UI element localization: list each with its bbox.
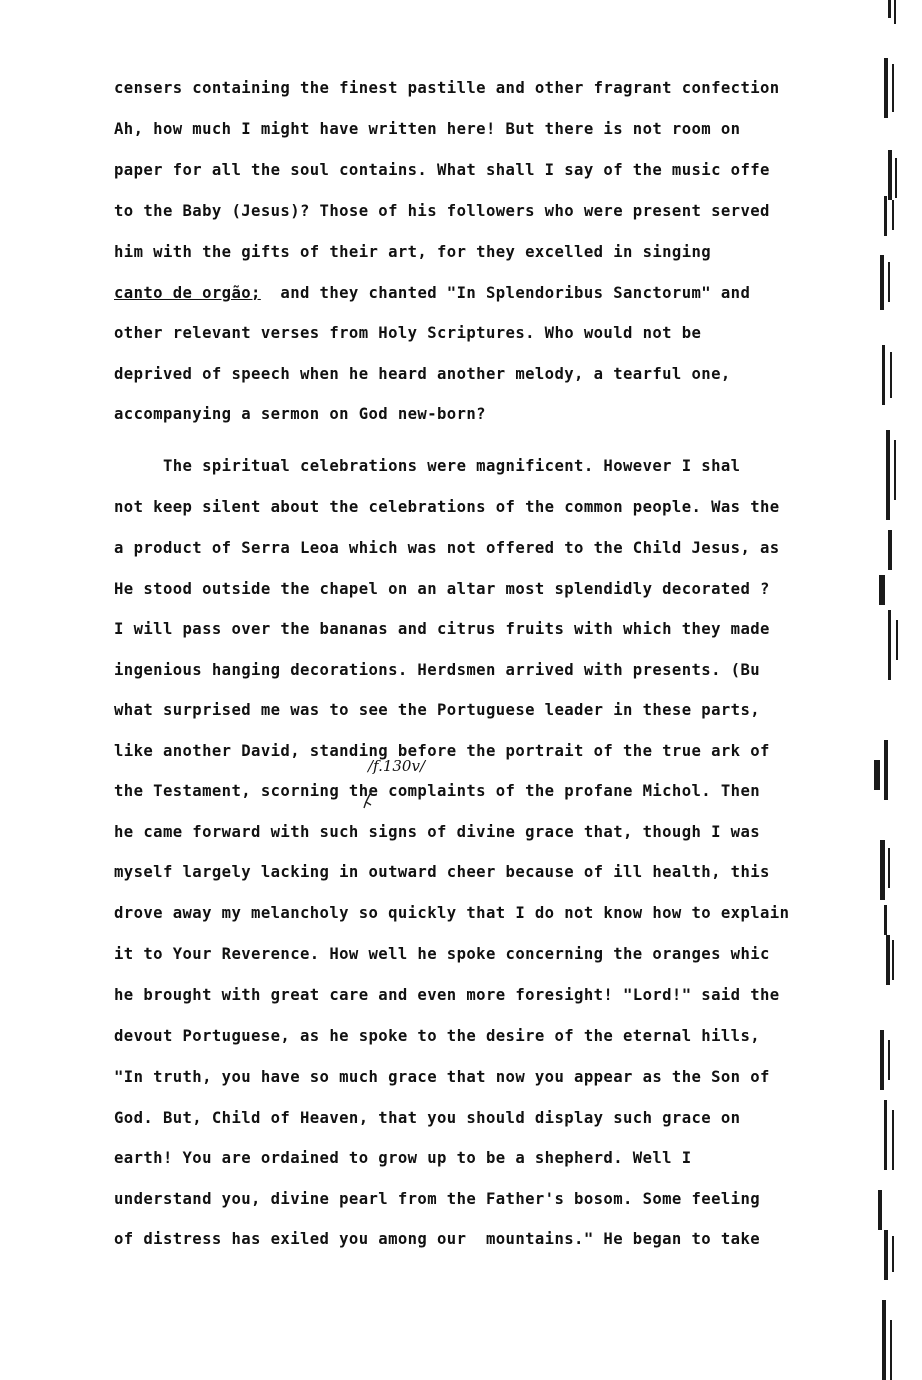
text-line-19: he came forward with such signs of divine grace that, though I was — [114, 823, 761, 841]
text-line-29: of distress has exiled you among our mountains." He began to take — [114, 1230, 761, 1248]
text-line-13: He stood outside the chapel on an altar most splendidly decorated ? — [114, 580, 770, 598]
text-line-15: ingenious hanging decorations. Herdsmen arrived with presents. (Bu — [114, 661, 761, 679]
marginal-folio-note: /f.130v/ — [368, 757, 425, 775]
text-line-28: understand you, divine pearl from the Father's bosom. Some feeling — [114, 1190, 761, 1208]
text-line-23: he brought with great care and even more foresight! "Lord!" said the — [114, 986, 780, 1004]
text-line-21: drove away my melancholy so quickly that I do not know how to explain — [114, 904, 790, 922]
text-line-22: it to Your Reverence. How well he spoke concerning the oranges whic — [114, 945, 770, 963]
insertion-caret-mark — [362, 790, 376, 810]
text-line-6-rest: and they chanted "In Splendoribus Sanctorum" and — [280, 284, 751, 302]
text-line-25: "In truth, you have so much grace that now you appear as the Son of — [114, 1068, 770, 1086]
text-line-2: Ah, how much I might have written here! But there is not room on — [114, 120, 741, 138]
text-line-26: God. But, Child of Heaven, that you should display such grace on — [114, 1109, 741, 1127]
text-line-6 — [114, 283, 750, 303]
text-line-12: a product of Serra Leoa which was not offered to the Child Jesus, as — [114, 539, 780, 557]
text-line-4: to the Baby (Jesus)? Those of his followers who were present served — [114, 202, 770, 220]
text-line-27: earth! You are ordained to grow up to be a shepherd. Well I — [114, 1149, 692, 1167]
text-line-18: the Testament, scorning the complaints of the profane Michol. Then — [114, 782, 761, 800]
text-line-10: The spiritual celebrations were magnificent. However I shal — [114, 457, 741, 475]
text-line-3: paper for all the soul contains. What shall I say of the music offe — [114, 161, 770, 179]
text-line-1: censers containing the finest pastille and other fragrant confection — [114, 79, 780, 97]
underlined-term: canto de orgão; — [114, 284, 261, 302]
text-line-16: what surprised me was to see the Portuguese leader in these parts, — [114, 701, 761, 719]
text-line-7: other relevant verses from Holy Scriptures. Who would not be — [114, 324, 702, 342]
text-line-17: like another David, standing before the portrait of the true ark of — [114, 742, 770, 760]
text-line-20: myself largely lacking in outward cheer because of ill health, this — [114, 863, 770, 881]
text-line-11: not keep silent about the celebrations of the common people. Was the — [114, 498, 780, 516]
text-line-9: accompanying a sermon on God new-born? — [114, 405, 486, 423]
text-line-14: I will pass over the bananas and citrus fruits with which they made — [114, 620, 770, 638]
text-line-24: devout Portuguese, as he spoke to the desire of the eternal hills, — [114, 1027, 761, 1045]
text-line-5: him with the gifts of their art, for they excelled in singing — [114, 243, 712, 261]
scanned-edge-artifacts — [862, 0, 922, 1380]
text-line-8: deprived of speech when he heard another melody, a tearful one, — [114, 365, 731, 383]
